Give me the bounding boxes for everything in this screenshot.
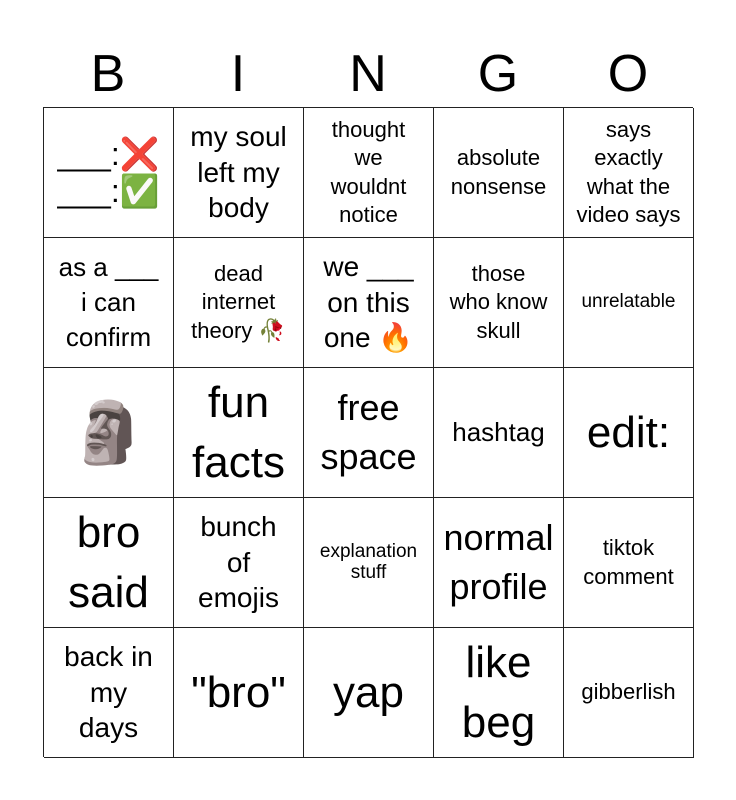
header-letter-b: B bbox=[90, 45, 126, 103]
bingo-cell[interactable] bbox=[434, 628, 564, 758]
bingo-cell[interactable] bbox=[564, 238, 694, 368]
bingo-cell[interactable] bbox=[304, 238, 434, 368]
header-letter-g: G bbox=[477, 45, 519, 103]
cell-text: "bro" bbox=[191, 667, 286, 717]
cell-text: absolute nonsense bbox=[450, 145, 547, 199]
cell-text: my soul left my body bbox=[190, 121, 287, 224]
cell-text: free space bbox=[320, 386, 417, 477]
cell-text: unrelatable bbox=[581, 291, 676, 313]
cell-text: bunch of emojis bbox=[198, 511, 279, 614]
cell-text: those who know skull bbox=[449, 261, 548, 343]
cell-text: yap bbox=[333, 667, 404, 717]
cell-text: edit: bbox=[586, 407, 671, 457]
cell-text: says exactly what the video says bbox=[576, 117, 681, 227]
bingo-cell[interactable] bbox=[304, 108, 434, 238]
bingo-cell[interactable] bbox=[44, 238, 174, 368]
bingo-cell[interactable] bbox=[434, 238, 564, 368]
bingo-board bbox=[43, 107, 693, 757]
bingo-cell[interactable] bbox=[174, 238, 304, 368]
cell-text: dead internet theory 🥀 bbox=[191, 261, 286, 343]
bingo-cell[interactable] bbox=[174, 368, 304, 498]
free-space-cell[interactable] bbox=[304, 368, 434, 498]
cell-text: explanation stuff bbox=[319, 540, 418, 583]
bingo-cell[interactable] bbox=[44, 368, 174, 498]
bingo-cell[interactable] bbox=[564, 368, 694, 498]
cell-text: tiktok comment bbox=[583, 535, 674, 589]
cell-text: hashtag bbox=[452, 416, 545, 447]
cell-text: ___:❌ ___:✅ bbox=[57, 135, 160, 209]
bingo-cell[interactable] bbox=[174, 498, 304, 628]
header-letter-i: I bbox=[230, 45, 246, 103]
bingo-cell[interactable] bbox=[434, 498, 564, 628]
bingo-cell[interactable] bbox=[44, 498, 174, 628]
bingo-cell[interactable] bbox=[44, 628, 174, 758]
bingo-cell[interactable] bbox=[174, 108, 304, 238]
cell-text: like beg bbox=[461, 638, 536, 747]
bingo-cell[interactable] bbox=[564, 628, 694, 758]
bingo-cell[interactable] bbox=[434, 108, 564, 238]
bingo-cell[interactable] bbox=[564, 108, 694, 238]
cell-text: as a ___ i can confirm bbox=[58, 251, 159, 353]
header-letter-n: N bbox=[349, 45, 387, 103]
bingo-cell[interactable] bbox=[304, 628, 434, 758]
cell-text: thought we wouldnt notice bbox=[330, 117, 407, 227]
cell-text: bro said bbox=[68, 508, 149, 617]
bingo-cell[interactable] bbox=[434, 368, 564, 498]
bingo-header bbox=[43, 40, 693, 108]
cell-text: we ___ on this one 🔥 bbox=[323, 251, 414, 354]
bingo-cell[interactable] bbox=[564, 498, 694, 628]
cell-text: fun facts bbox=[192, 378, 285, 487]
bingo-cell[interactable] bbox=[174, 628, 304, 758]
header-letter-o: O bbox=[607, 45, 649, 103]
bingo-cell[interactable] bbox=[304, 498, 434, 628]
moai-icon: 🗿 bbox=[71, 398, 146, 466]
bingo-cell[interactable] bbox=[44, 108, 174, 238]
cell-text: normal profile bbox=[443, 516, 554, 607]
cell-text: back in my days bbox=[64, 641, 153, 744]
cell-text: gibberlish bbox=[581, 679, 676, 705]
